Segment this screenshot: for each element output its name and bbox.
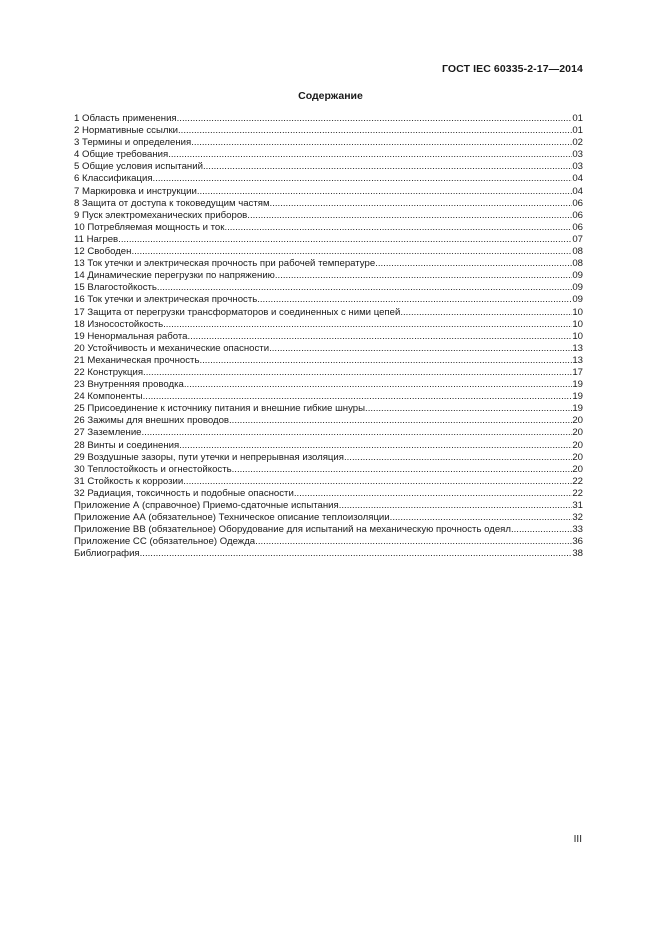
toc-entry-title: 22 Конструкция [74,366,144,378]
toc-entry[interactable] [74,343,583,355]
toc-entry-page: 02 [572,137,583,149]
toc-dot-leader [375,258,572,270]
toc-entry[interactable] [74,294,583,306]
toc-entry[interactable] [74,222,583,234]
toc-dot-leader [255,536,572,548]
toc-entry[interactable] [74,391,583,403]
toc-entry-page: 38 [572,548,583,560]
toc-entry-title: 2 Нормативные ссылки [74,125,179,137]
toc-entry-page: 09 [572,270,583,282]
toc-entry[interactable] [74,355,583,367]
toc-entry-page: 22 [572,475,583,487]
document-code: ГОСТ IEC 60335-2-17—2014 [441,63,583,75]
toc-dot-leader [232,464,573,476]
toc-entry[interactable] [74,379,583,391]
toc-entry-page: 13 [572,342,583,354]
toc-entry-page: 20 [572,463,583,475]
toc-entry-title: Приложение А (справочное) Приемо-сдаточные испытания [74,500,339,511]
toc-entry[interactable] [74,319,583,331]
toc-entry-title: 7 Маркировка и инструкции [74,185,197,197]
toc-entry-page: 20 [572,415,583,427]
toc-entry-title: 27 Заземление [74,427,142,439]
toc-entry[interactable] [74,548,583,560]
toc-entry-page: 20 [572,439,583,451]
toc-dot-leader [269,343,572,355]
toc-dot-leader [191,137,572,149]
toc-entry-page: 09 [572,282,583,294]
toc-entry[interactable] [74,234,583,246]
toc-entry-page: 08 [572,258,583,270]
toc-entry[interactable] [74,125,583,137]
toc-entry[interactable] [74,367,583,379]
toc-dot-leader [157,282,572,294]
toc-entry-page: 13 [572,354,583,366]
toc-entry-title: 12 Свободен [74,246,132,258]
toc-entry[interactable] [74,137,583,149]
toc-dot-leader [203,161,572,173]
toc-dot-leader [344,452,572,464]
toc-entry-title: 19 Ненормальная работа [74,330,188,342]
toc-dot-leader [179,440,572,452]
toc-entry-title: Приложение ВВ (обязательное) Оборудование для испытаний на механическую прочность одеял [74,524,511,536]
toc-entry[interactable] [74,258,583,270]
toc-dot-leader [188,331,573,343]
toc-entry-title: 9 Пуск электромеханических приборов [74,209,248,221]
toc-entry-title: 14 Динамические перегрузки по напряжению [74,270,275,282]
toc-entry[interactable] [74,246,583,258]
toc-entry-page: 08 [572,246,583,258]
toc-entry-title: 30 Теплостойкость и огнестойкость [74,463,232,475]
toc-entry-title: Приложение СС (обязательное) Одежда [74,536,256,548]
toc-entry-page: 10 [572,330,583,342]
toc-entry-title: 5 Общие условия испытаний [74,161,203,173]
toc-entry-page: 06 [572,221,583,233]
toc-entry-title: 31 Стойкость к коррозии [74,475,184,487]
toc-dot-leader [365,403,572,415]
toc-entry-page: 17 [572,366,583,378]
toc-dot-leader [177,113,573,125]
page-number: III [573,834,582,845]
toc-entry[interactable] [74,161,583,173]
toc-entry-page: 06 [572,209,583,221]
toc-entry-page: 03 [572,149,583,161]
toc-dot-leader [400,307,572,319]
table-of-contents [74,113,583,560]
toc-dot-leader [199,355,572,367]
toc-dot-leader [275,270,572,282]
toc-dot-leader [390,512,573,524]
toc-entry[interactable] [74,270,583,282]
toc-entry-title: Приложение АА (обязательное) Техническое описание теплоизоляции [74,512,390,524]
toc-entry[interactable] [74,282,583,294]
toc-entry-page: 32 [572,512,583,524]
toc-entry-title: 6 Классификация [74,173,153,185]
toc-entry-page: 19 [572,379,583,391]
toc-entry[interactable] [74,512,583,524]
toc-entry-title: 29 Воздушные зазоры, пути утечки и непрерывная изоляция [74,451,344,463]
toc-dot-leader [143,367,572,379]
toc-entry-title: 8 Защита от доступа к токоведущим частям [74,197,270,209]
toc-entry-title: 23 Внутренняя проводка [74,379,184,391]
toc-entry-page: 33 [572,524,583,536]
toc-entry-title: 28 Винты и соединения [74,439,180,451]
toc-entry-page: 19 [572,391,583,403]
toc-title: Содержание [298,90,363,102]
toc-dot-leader [118,234,572,246]
toc-entry-title: 1 Область применения [74,113,177,124]
toc-entry-page: 10 [572,318,583,330]
toc-entry[interactable] [74,488,583,500]
toc-entry-title: Библиография [74,548,140,560]
toc-entry[interactable] [74,198,583,210]
toc-dot-leader [294,488,573,500]
toc-entry-page: 01 [572,125,583,137]
toc-entry-title: 32 Радиация, токсичность и подобные опасности [74,487,294,499]
toc-dot-leader [197,186,573,198]
toc-dot-leader [229,415,572,427]
toc-entry[interactable] [74,173,583,185]
toc-dot-leader [142,427,573,439]
toc-entry-title: 11 Нагрев [74,233,119,245]
toc-entry-page: 19 [572,403,583,415]
toc-entry[interactable] [74,536,583,548]
toc-entry[interactable] [74,476,583,488]
toc-entry-title: 15 Влагостойкость [74,282,157,294]
toc-entry-title: 17 Защита от перегрузки трансформаторов и соединенных с ними цепей [74,306,401,318]
toc-entry[interactable] [74,186,583,198]
toc-dot-leader [140,548,573,560]
toc-entry[interactable] [74,113,583,125]
toc-entry-page: 31 [572,500,583,511]
toc-entry[interactable] [74,415,583,427]
toc-dot-leader [224,222,572,234]
toc-dot-leader [270,198,573,210]
toc-dot-leader [131,246,572,258]
toc-entry-page: 20 [572,451,583,463]
toc-entry-page: 10 [572,306,583,318]
toc-dot-leader [184,379,572,391]
toc-entry[interactable] [74,440,583,452]
toc-entry-page: 06 [572,197,583,209]
toc-dot-leader [257,294,572,306]
toc-entry-page: 09 [572,294,583,306]
toc-dot-leader [143,391,573,403]
toc-dot-leader [153,173,573,185]
toc-entry[interactable] [74,464,583,476]
toc-dot-leader [183,476,572,488]
toc-entry-page: 07 [572,233,583,245]
toc-entry-page: 01 [572,113,583,124]
toc-entry-title: 26 Зажимы для внешних проводов [74,415,230,427]
toc-entry-page: 04 [572,173,583,185]
toc-entry-title: 20 Устойчивость и механические опасности [74,342,270,354]
toc-entry[interactable] [74,403,583,415]
toc-entry[interactable] [74,524,583,536]
toc-entry-title: 3 Термины и определения [74,137,192,149]
toc-entry-title: 21 Механическая прочность [74,354,200,366]
toc-entry-page: 22 [572,487,583,499]
toc-entry[interactable] [74,427,583,439]
toc-entry-page: 36 [572,536,583,548]
toc-entry-page: 20 [572,427,583,439]
toc-entry-page: 04 [572,185,583,197]
toc-entry-title: 25 Присоединение к источнику питания и внешние гибкие шнуры [74,403,366,415]
toc-entry-title: 18 Износостойкость [74,318,164,330]
toc-entry-title: 4 Общие требования [74,149,169,161]
toc-dot-leader [339,500,573,512]
toc-entry[interactable] [74,307,583,319]
toc-dot-leader [163,319,572,331]
toc-entry[interactable] [74,149,583,161]
toc-entry-title: 16 Ток утечки и электрическая прочность [74,294,258,306]
toc-entry-title: 24 Компоненты [74,391,143,403]
toc-dot-leader [511,524,572,536]
toc-entry[interactable] [74,331,583,343]
toc-entry-title: 13 Ток утечки и электрическая прочность при рабочей температуре [74,258,376,270]
toc-entry-title: 10 Потребляемая мощность и ток [74,221,225,233]
toc-dot-leader [247,210,572,222]
toc-entry-page: 03 [572,161,583,173]
toc-dot-leader [178,125,572,137]
toc-entry[interactable] [74,500,583,512]
toc-entry[interactable] [74,452,583,464]
toc-dot-leader [168,149,572,161]
toc-entry[interactable] [74,210,583,222]
